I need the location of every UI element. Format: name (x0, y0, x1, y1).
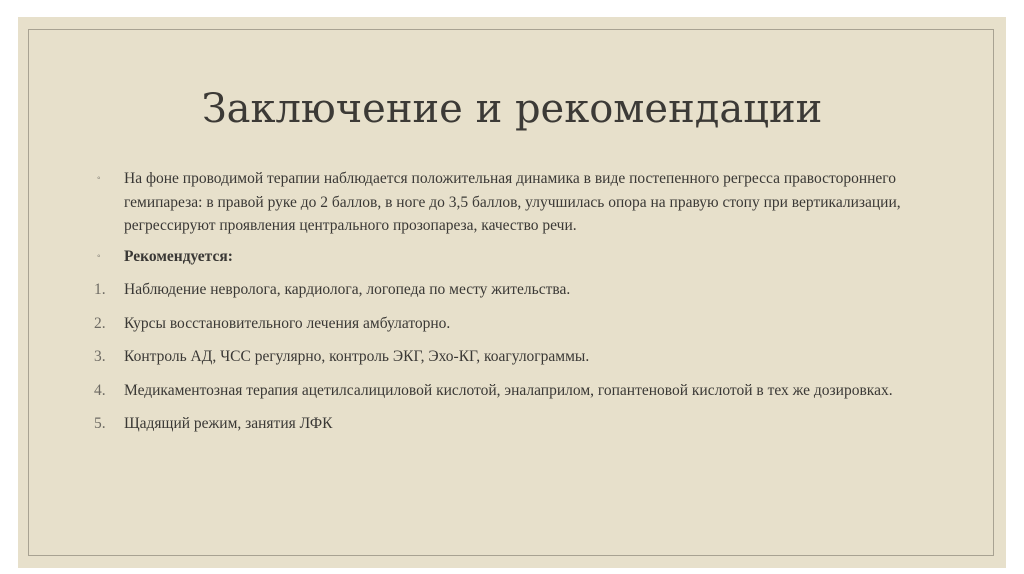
list-number: 1. (94, 281, 106, 298)
recommendations-heading: Рекомендуется: (124, 247, 233, 265)
slide-title: Заключение и рекомендации (201, 86, 823, 132)
recommendation-item (94, 312, 914, 336)
recommendation-item (94, 379, 914, 403)
slide-content (94, 167, 914, 436)
recommendation-item (94, 345, 914, 369)
slide (18, 17, 1006, 568)
list-number: 2. (94, 314, 106, 332)
list-number: 5. (94, 415, 106, 432)
bullet-item (94, 245, 914, 269)
recommendation-text: Курсы восстановительного лечения амбулаторно. (124, 314, 451, 332)
recommendation-text: Контроль АД, ЧСС регулярно, контроль ЭКГ, Эхо-КГ, коагулограммы. (124, 348, 590, 365)
bullet-marker: ◦ (97, 173, 101, 184)
recommendation-text: Наблюдение невролога, кардиолога, логопеда по месту жительства. (124, 281, 571, 298)
list-number: 4. (94, 381, 106, 399)
recommendation-item (94, 412, 914, 436)
bullet-item (94, 167, 914, 238)
bullet-text: На фоне проводимой терапии наблюдается положительная динамика в виде постепенного регресса правостороннего гемипареза: в правой руке до 2 баллов, в ноге до 3,5 баллов, улучшилась опора на правую стопу при вертикализации, регрессируют проявления центрального прозопареза, качество речи. (124, 170, 901, 234)
recommendation-text: Щадящий режим, занятия ЛФК (124, 415, 333, 432)
bullet-marker: ◦ (97, 250, 101, 262)
recommendation-text: Медикаментозная терапия ацетилсалициловой кислотой, эналаприлом, гопантеновой кислотой в тех же дозировках. (124, 381, 893, 399)
list-number: 3. (94, 348, 106, 365)
recommendation-item (94, 278, 914, 302)
